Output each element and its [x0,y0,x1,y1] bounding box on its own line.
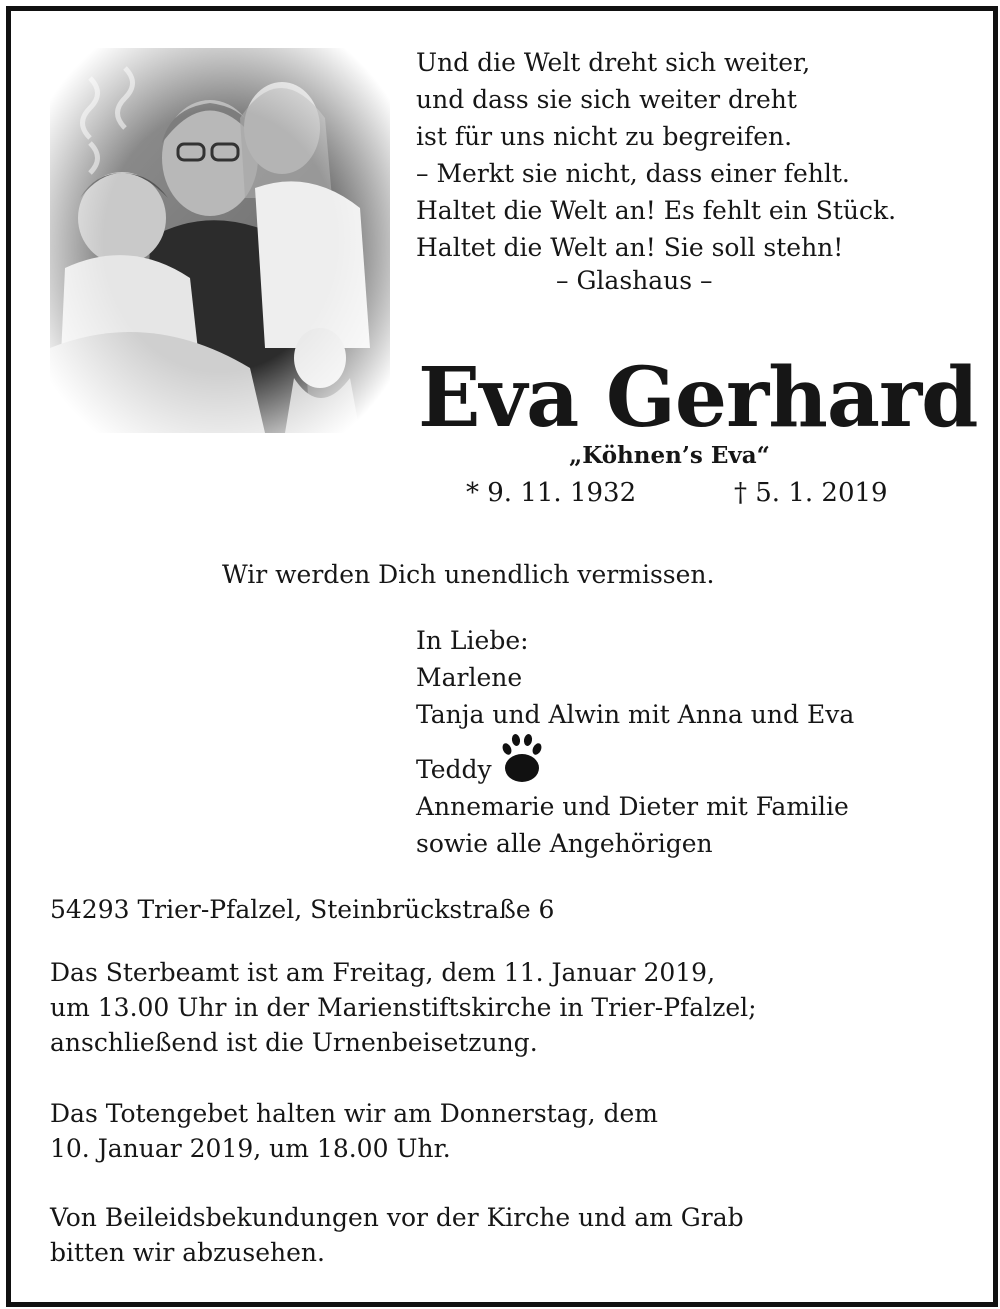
poem-line: ist für uns nicht zu begreifen. [416,122,793,151]
prayer-paragraph [50,1096,658,1166]
mourner-name: Marlene [416,663,523,692]
paw-print-icon [502,732,542,784]
text-line: anschließend ist die Urnenbeisetzung. [50,1028,538,1057]
farewell-message: Wir werden Dich unendlich vermissen. [222,560,715,589]
birth-date: * 9. 11. 1932 [466,478,637,508]
text-line: Von Beileidsbekundungen vor der Kirche und am Grab [50,1203,744,1232]
poem-line: und dass sie sich weiter dreht [416,85,797,114]
mourners-list [416,622,854,862]
deceased-nickname: „Köhnen’s Eva“ [569,442,770,469]
mourner-teddy [416,733,854,788]
text-line: bitten wir abzusehen. [50,1238,325,1267]
death-date: † 5. 1. 2019 [734,478,888,508]
family-photo [50,48,390,433]
mourner-name: Annemarie und Dieter mit Familie [416,792,849,821]
address: 54293 Trier-Pfalzel, Steinbrückstraße 6 [50,895,555,924]
poem-line: Und die Welt dreht sich weiter, [416,48,811,77]
mourner-name: Teddy [416,755,492,784]
poem-line: – Merkt sie nicht, dass einer fehlt. [416,159,850,188]
mourners-intro: In Liebe: [416,626,529,655]
poem-line: Haltet die Welt an! Sie soll stehn! [416,233,844,262]
text-line: Das Sterbeamt ist am Freitag, dem 11. Januar 2019, [50,958,716,987]
text-line: Das Totengebet halten wir am Donnerstag, dem [50,1099,659,1128]
text-line: 10. Januar 2019, um 18.00 Uhr. [50,1134,451,1163]
funeral-service-paragraph [50,955,757,1060]
poem-line: Haltet die Welt an! Es fehlt ein Stück. [416,196,897,225]
poem-source: – Glashaus – [556,266,713,295]
mourner-name: Tanja und Alwin mit Anna und Eva [416,700,855,729]
condolence-paragraph [50,1200,744,1270]
deceased-name: Eva Gerhard [418,350,978,446]
poem [416,44,896,266]
mourner-name: sowie alle Angehörigen [416,829,713,858]
text-line: um 13.00 Uhr in der Marienstiftskirche in Trier-Pfalzel; [50,993,757,1022]
